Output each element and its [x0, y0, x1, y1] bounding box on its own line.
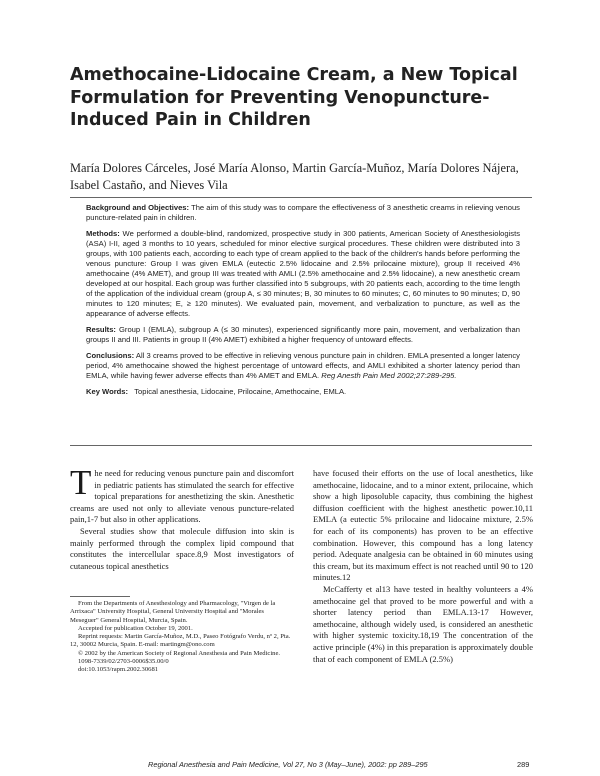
keywords-text: Topical anesthesia, Lidocaine, Prilocaine, Amethocaine, EMLA.: [134, 387, 347, 396]
footnote-doi: doi:10.1053/rapm.2002.30681: [78, 666, 159, 674]
body-paragraph: have focused their efforts on the use of local anesthetics, like amethocaine, lidocaine, and to a minor extent, prilocaine, which show a high liposoluble capacity, thus combining the highest diffusion coefficient with the highest anesthetic power.10,11 EMLA (a eutectic 5% prilocaine and lidocaine mixture, 2.5% for each of its components) has proven to be an effective combination. However, this compound has a long latency period. Adequate analgesia can be obtained in 60 minutes using this cream, but its maximum effect is not reached until 90 to 120 minutes.12: [313, 468, 533, 583]
conclusions-text: All 3 creams proved to be effective in relieving venous puncture pain in children. EMLA presented a longer latency period, 4% amethocaine showed the highest percentage of untoward effects, and AMLI exhibited a shorter latency period than EMLA, while having fewer adverse effects than 4% AMET and EMLA.: [86, 351, 520, 380]
footnote-rule: [70, 596, 130, 597]
background-label: Background and Objectives:: [86, 203, 190, 212]
footnote-issn: 1098-7339/02/2703-0006$35.00/0: [78, 658, 169, 666]
drop-cap: T: [70, 463, 92, 502]
abstract-results: [86, 325, 520, 345]
abstract-top-rule: [70, 197, 532, 198]
keywords-label: Key Words:: [86, 387, 129, 396]
intro-text: he need for reducing venous puncture pain and discomfort in pediatric patients has stimulated the search for effective topical preparations for anesthetizing the skin. Anesthetic creams are used not only to alleviate venous puncture-related pain,1-7 but also in other applications.: [70, 468, 294, 525]
footnote-copyright: © 2002 by the American Society of Regional Anesthesia and Pain Medicine.: [78, 649, 281, 657]
article-title: Amethocaine-Lidocaine Cream, a New Topical Formulation for Preventing Venopuncture-Induced Pain in Children: [70, 65, 518, 130]
background-text: The aim of this study was to compare the effectiveness of 3 anesthetic creams in relieving venous puncture-related pain in children.: [86, 203, 520, 222]
footnotes: [70, 600, 294, 675]
body-paragraph: McCafferty et al13 have tested in healthy volunteers a 4% amethocaine gel that proved to be more powerful and with a shorter latency period than EMLA.13-17 However, amethocaine, although widely used, is considered an anesthetic with higher systemic toxicity.18,19 The concentration of the active principle (4%) in this preparation is approximately double that of each component of EMLA (2.5%): [313, 583, 533, 664]
body-column-right: [313, 468, 533, 665]
intro-paragraph: [70, 463, 294, 526]
author-list: María Dolores Cárceles, José María Alonso, Martin García-Muñoz, María Dolores Nájera, Isabel Castaño, and Nieves Vila: [70, 161, 519, 192]
footnote-accepted: Accepted for publication October 19, 2001.: [78, 624, 193, 632]
abstract-keywords: [86, 387, 520, 397]
running-footer: Regional Anesthesia and Pain Medicine, Vol 27, No 3 (May–June), 2002: pp 289–295: [148, 760, 428, 769]
citation: Reg Anesth Pain Med 2002;27:289-295.: [321, 371, 457, 380]
methods-label: Methods:: [86, 229, 120, 238]
page-number: 289: [517, 760, 530, 769]
body-paragraph: Several studies show that molecule diffusion into skin is mainly performed through the complex lipid compound that constitutes the intercellular space.8,9 Most investigators of cutaneous topical anesthetics: [70, 525, 294, 571]
results-label: Results:: [86, 325, 116, 334]
footnote-affiliation: From the Departments of Anesthesiology and Pharmacology, "Virgen de la Arrixaca" University Hospital, General University Hospital and "Morales Meseguer" General Hospital, Murcia, Spain.: [70, 600, 276, 624]
abstract-bottom-rule: [70, 445, 532, 446]
abstract-methods: [86, 229, 520, 319]
abstract-background: [86, 203, 520, 223]
conclusions-label: Conclusions:: [86, 351, 135, 360]
body-column-left: [70, 463, 294, 572]
results-text: Group I (EMLA), subgroup A (≤ 30 minutes), experienced significantly more pain, movement, and verbalization than groups II and III. Patients in group II (4% AMET) exhibited a higher frequency of untoward effects.: [86, 325, 520, 344]
footnote-reprints: Reprint requests: Martin García-Muñoz, M.D., Paseo Fotógrafo Verdu, nº 2, Pta. 12, 30002 Murcia, Spain. E-mail: martingm@ono.com: [70, 633, 291, 649]
methods-text: We performed a double-blind, randomized, prospective study in 300 patients, American Society of Anesthesiologists (ASA) I-II, aged 3 months to 10 years, scheduled for minor elective surgical procedures. These children were distributed into 3 groups, with 100 patients each, according to each type of cream applied to the back of the children's hands before performing the venous puncture: Group I was given EMLA (eutectic 2.5% lidocaine and 2.5% prilocaine mixture), group II received 4% amethocaine (4% AMET), and group III was treated with AMLI (2.5% amethocaine and 2.5% lidocaine), a new anesthetic cream developed at our hospital. Each group was further classified into 5 subgroups, with 20 patients each, according to the time length of the application of the individual cream (group A, ≤ 30 minutes; B, 30 minutes to 60 minutes; C, 60 minutes to 90 minutes; D, 90 minutes to 120 minutes; E, ≥ 120 minutes). We evaluated pain, movement, and verbalization to puncture, as well as the appearance of adverse effects.: [86, 229, 520, 318]
abstract-conclusions: [86, 351, 520, 381]
abstract: [86, 203, 520, 403]
